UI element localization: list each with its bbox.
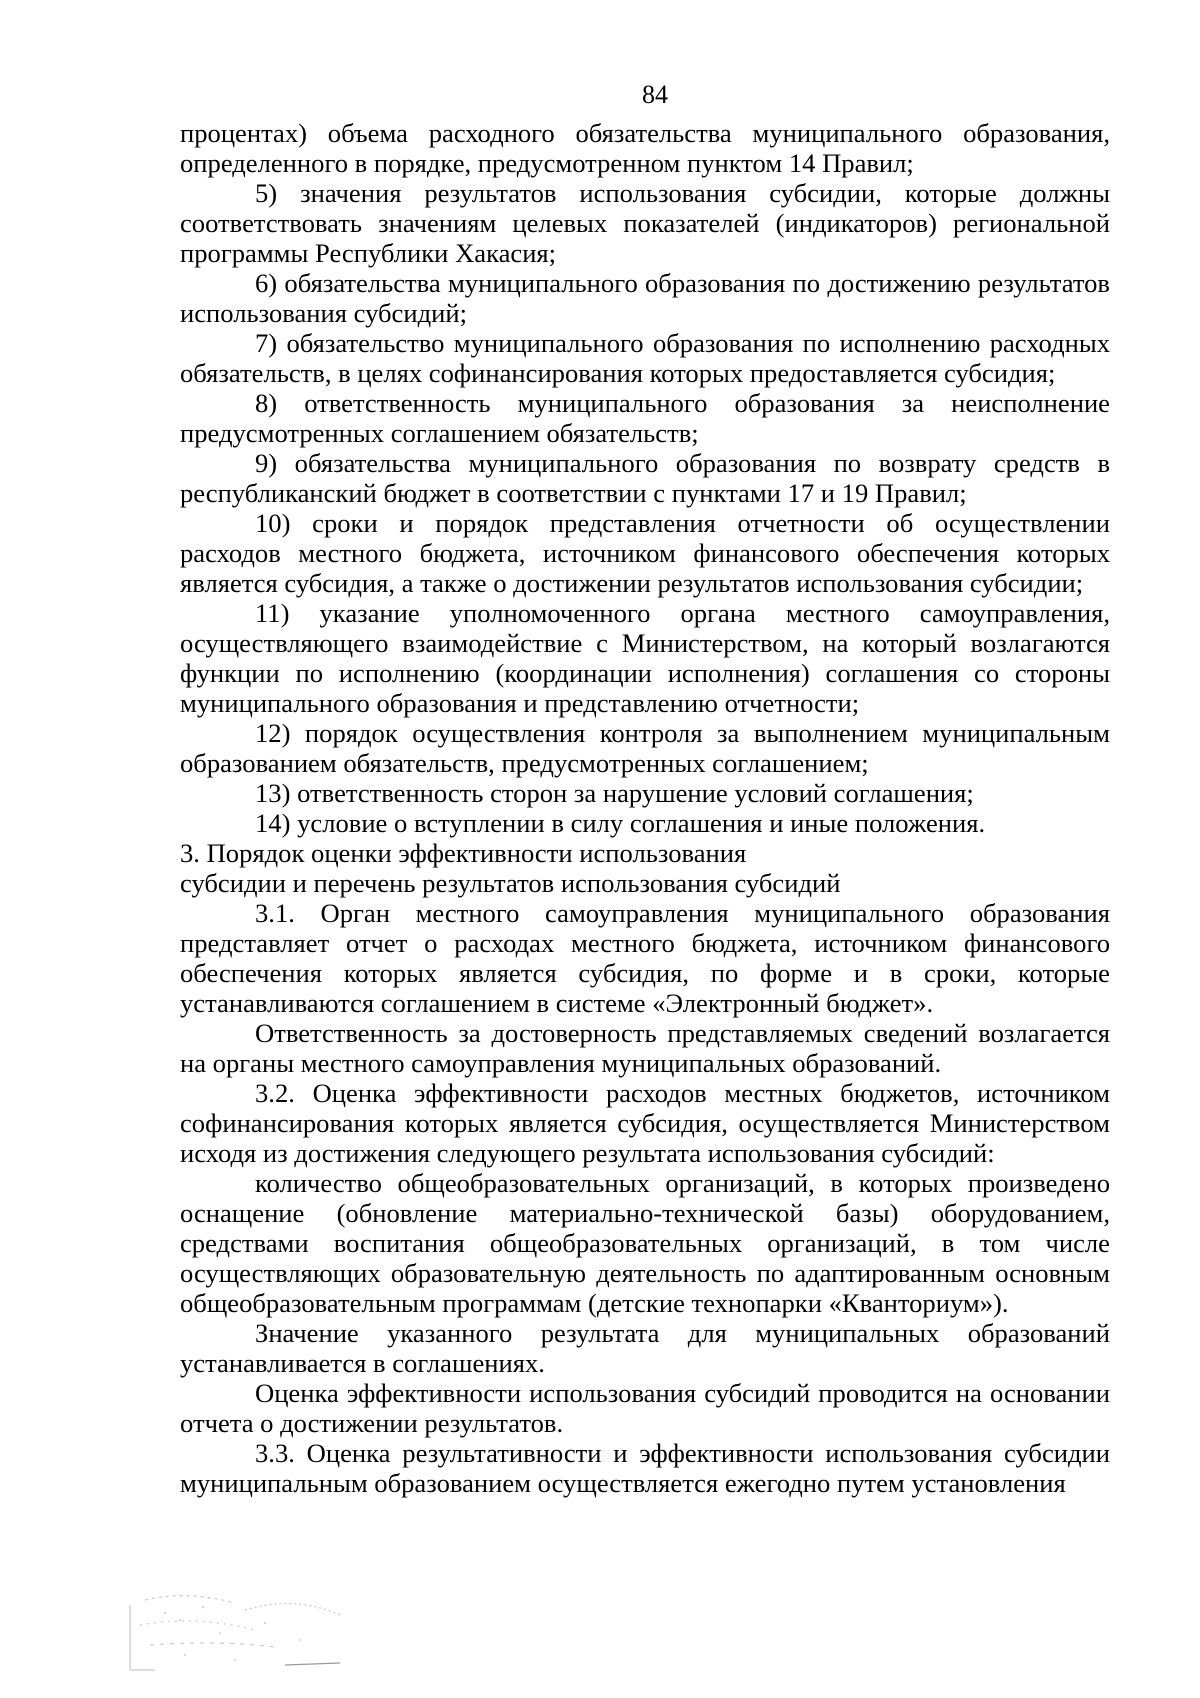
faint-stamp-mark [125, 1585, 365, 1675]
document-body [180, 118, 1110, 1498]
section-heading-line: 3. Порядок оценки эффективности использования [180, 838, 747, 868]
list-item: 11) указание уполномоченного органа местного самоуправления, осуществляющего взаимодействие с Министерством, на который возлагаются функции по исполнению (координации исполнения) соглашения со стороны муниципального образования и представлению отчетности; [180, 598, 1110, 718]
page-number: 84 [642, 80, 668, 109]
list-item: 10) сроки и порядок представления отчетности об осуществлении расходов местного бюджета, источником финансового обеспечения которых является субсидия, а также о достижении результатов использования субсидии; [180, 508, 1110, 598]
list-item: 14) условие о вступлении в силу соглашения и иные положения. [255, 808, 986, 838]
list-item: 6) обязательства муниципального образования по достижению результатов использования субсидий; [180, 268, 1110, 328]
paragraph: Ответственность за достоверность представляемых сведений возлагается на органы местного самоуправления муниципальных образований. [180, 1018, 1110, 1078]
list-item: 7) обязательство муниципального образования по исполнению расходных обязательств, в целях софинансирования которых предоставляется субсидия; [180, 328, 1110, 388]
paragraph: Значение указанного результата для муниципальных образований устанавливается в соглашениях. [180, 1318, 1110, 1378]
paragraph: Оценка эффективности использования субсидий проводится на основании отчета о достижении результатов. [180, 1378, 1110, 1438]
paragraph: 3.2. Оценка эффективности расходов местных бюджетов, источником софинансирования которых является субсидия, осуществляется Министерством исходя из достижения следующего результата использования субсидий: [180, 1078, 1110, 1168]
list-item: 8) ответственность муниципального образования за неисполнение предусмотренных соглашением обязательств; [180, 388, 1110, 448]
list-item: 12) порядок осуществления контроля за выполнением муниципальным образованием обязательств, предусмотренных соглашением; [180, 718, 1110, 778]
paragraph: процентах) объема расходного обязательства муниципального образования, определенного в порядке, предусмотренном пунктом 14 Правил; [180, 118, 1110, 178]
list-item: 9) обязательства муниципального образования по возврату средств в республиканский бюджет в соответствии с пунктами 17 и 19 Правил; [180, 448, 1110, 508]
paragraph: 3.1. Орган местного самоуправления муниципального образования представляет отчет о расходах местного бюджета, источником финансового обеспечения которых является субсидия, по форме и в сроки, которые устанавливаются соглашением в системе «Электронный бюджет». [180, 898, 1110, 1018]
paragraph: 3.3. Оценка результативности и эффективности использования субсидии муниципальным образованием осуществляется ежегодно путем установления [180, 1438, 1110, 1498]
list-item: 13) ответственность сторон за нарушение условий соглашения; [255, 778, 974, 808]
list-item: 5) значения результатов использования субсидии, которые должны соответствовать значениям целевых показателей (индикаторов) региональной программы Республики Хакасия; [180, 178, 1110, 268]
paragraph: количество общеобразовательных организаций, в которых произведено оснащение (обновление материально-технической базы) оборудованием, средствами воспитания общеобразовательных организаций, в том числе осуществляющих образовательную деятельность по адаптированным основным общеобразовательным программам (детские технопарки «Кванториум»). [180, 1168, 1110, 1318]
section-heading-line: субсидии и перечень результатов использования субсидий [180, 868, 841, 898]
section-heading [180, 838, 1110, 898]
